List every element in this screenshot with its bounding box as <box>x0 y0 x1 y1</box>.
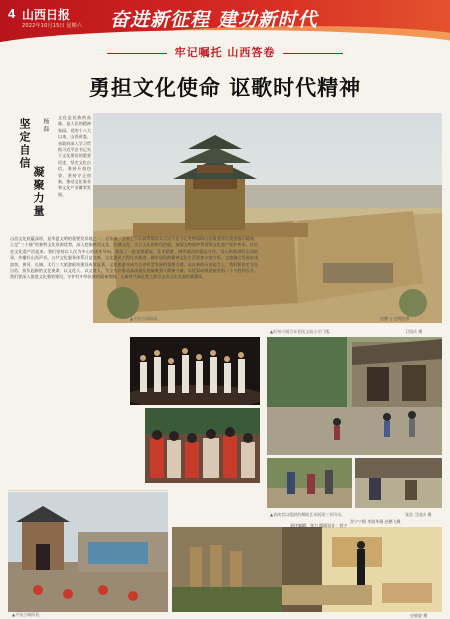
photo-courtyard <box>355 458 442 508</box>
collage-note: ▲表演者以精湛的舞蹈艺术展现三晋风采。 <box>270 512 346 517</box>
paper-name: 山西日报 <box>22 8 71 22</box>
main-photo-credit: 赵鹏飞 史晓波摄 <box>380 316 410 321</box>
sub-slogan: 牢记嘱托 山西答卷 <box>0 44 450 60</box>
main-photo-caption: ▲平遥古城城墙。 <box>130 316 162 321</box>
article-author: 杨 磊 <box>42 118 49 132</box>
article-title-line1: 坚定自信 <box>18 118 31 170</box>
collage-credit: 张浩 卫国庆 摄 <box>405 512 432 517</box>
right-photo-caption: ▲忻州古城百年老街文庙小学门楼。 <box>270 329 334 334</box>
page-number: 4 <box>8 6 16 21</box>
article-body-intro: 文化是民族的血脉，是人民的精神家园。党的十八大以来，山西省委、省政府深入学习贯彻习近平总书记关于文化建设的重要论述，坚定文化自信，秉持开放包容，坚持守正创新，推动文化事业和文化产业繁荣发展。 <box>58 115 91 197</box>
old-street-illustration <box>267 337 442 455</box>
right-photo-old-street <box>267 337 442 455</box>
gate-street-illustration <box>8 492 168 612</box>
photo-gate-street <box>8 492 168 612</box>
dance-illustration <box>130 337 260 405</box>
article-body-main: 山西文化底蕴深厚，是华夏文明的重要发祥地之一。近年来，全省上下认真贯彻落实习近平总书记考察调研山西重要讲话重要指示精神，立足“三个地”的独特文化资源优势，深入挖掘黄河文化、长城文化、太行文化的时代价值，加强文物保护利用和文化遗产保护传承，让历史文化遗产活起来。我们坚持以人民为中心的创作导向，推出了一批思想精深、艺术精湛、制作精良的精品力作，用心用情讲好山西故事，传播好山西声音。公共文化服务体系日益完善，文化惠民工程扎实推进，城乡居民的精神文化生活更加丰富多彩。文旅融合发展步伐加快，黄河、长城、太行三大旅游板块建设成效显著，文化旅游业成为全省转型发展的重要支撑。站在新的历史起点上，我们要坚定文化自信，担负起新的文化使命，以文化人、以文育人，为全方位推动高质量发展凝聚强大精神力量，以优异成绩迎接党的二十大胜利召开。我们要深入推进文化强省建设，守护好中华民族的精神命脉，在新时代新征程上续写山西文化发展的新篇章。 <box>10 236 258 280</box>
museum-illustration <box>172 527 442 612</box>
masthead-banner <box>0 0 450 50</box>
page-headline: 勇担文化使命 讴歌时代精神 <box>88 76 362 100</box>
bottom-right-credit: 史晓波 摄 <box>410 613 428 618</box>
villagers-illustration <box>267 458 352 508</box>
courtyard-illustration <box>355 458 442 508</box>
photo-museum-exhibit <box>172 527 442 612</box>
audience-illustration <box>145 408 260 483</box>
editor-line: 责任编辑：张力 版面设计：晋宁 <box>290 523 348 528</box>
article-title-line2: 凝聚力量 <box>32 166 45 218</box>
bottom-left-caption: ▲平遥古城街景。 <box>12 612 44 617</box>
photo-audience <box>145 408 260 483</box>
column-divider <box>8 490 168 491</box>
photo-villagers <box>267 458 352 508</box>
photo-dance-performance <box>130 337 260 405</box>
date-line: 2022年10月15日 星期六 <box>22 23 83 29</box>
small-photos-credits: 晋宁宁摄 李润华摄 赵鹏飞摄 <box>350 519 401 524</box>
banner-slogan: 奋进新征程 建功新时代 <box>110 9 318 31</box>
right-photo-credit: 卫国庆 摄 <box>405 329 423 334</box>
